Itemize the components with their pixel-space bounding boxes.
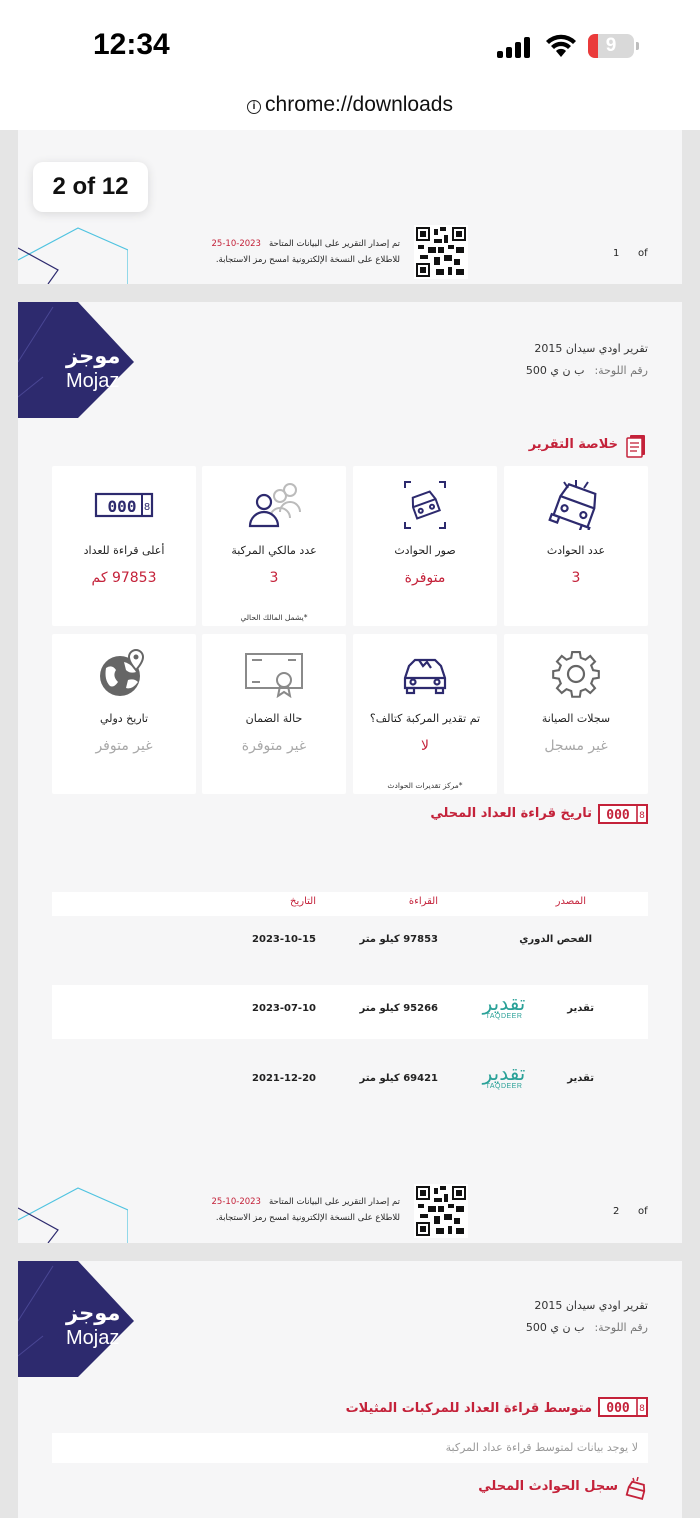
card-note: *يشمل المالك الحالي [240,613,308,622]
svg-text:000: 000 [606,808,630,823]
taqdeer-logo: تقدير TAQDEER [482,991,526,1020]
taqdeer-logo: تقدير TAQDEER [482,1061,526,1090]
svg-text:000: 000 [606,1401,630,1416]
table-row [52,1053,648,1107]
gear-icon [504,648,648,698]
card-accident-photos[interactable] [353,466,497,626]
card-label: أعلى قراءة للعداد [83,544,165,557]
card-value: غير متوفرة [241,738,307,754]
url-text: chrome://downloads [265,93,453,116]
col-reading: القراءة [408,896,438,907]
card-value: غير متوفر [95,738,153,754]
status-bar [0,0,700,88]
globe-pin-icon [52,648,196,698]
pdf-page-2 [18,302,682,1243]
crashed-car-icon [504,480,648,530]
card-value: 3 [571,570,581,586]
card-value: غير مسجل [544,738,608,754]
card-value: لا [421,738,429,754]
logo-english: Mojaz [66,1327,120,1349]
page-of-label: of [638,1206,648,1217]
row-reading: 95266 كيلو متر [359,1003,438,1014]
odometer-icon [52,480,196,530]
logo-arabic: موجز [66,344,121,368]
card-note: *مركز تقديرات الحوادث [387,781,463,790]
card-international-history[interactable] [52,634,196,794]
card-label: سجلات الصيانة [541,712,611,725]
page-number: 2 [613,1206,620,1217]
card-label: صور الحوادث [394,544,456,557]
svg-text:8: 8 [143,502,151,513]
col-source: المصدر [555,896,586,907]
report-title: تقرير اودي سيدان 2015 [534,1299,648,1312]
col-date: التاريخ [290,896,316,907]
page-number: 1 [613,248,620,259]
no-data-message: لا يوجد بيانات لمتوسط قراءة عداد المركبة [52,1433,648,1463]
row-source: الفحص الدوري [519,934,592,945]
card-label: تم تقدير المركبة كتالف؟ [369,712,481,725]
svg-text:8: 8 [639,811,645,821]
issue-note: تم إصدار التقرير على البيانات المتاحة2023-10-25 للاطلاع على النسخة الإلكترونية امسح رمز الاستجابة. [211,1197,400,1223]
table-row [52,985,648,1039]
row-source: تقدير [567,1003,594,1014]
card-total-loss[interactable] [353,634,497,794]
card-maintenance[interactable] [504,634,648,794]
odometer-average-icon [598,1397,648,1417]
row-date: 2021-12-20 [252,1073,316,1084]
qr-code-icon [414,1184,468,1238]
qr-code-icon [414,225,468,279]
clock: 12:34 [93,28,170,61]
logo-english: Mojaz [66,370,120,392]
accident-photo-icon [353,480,497,530]
svg-text:8: 8 [639,1404,645,1414]
damaged-car-icon [353,648,497,698]
plate-info: رقم اللوحة:ب ن ي 500 [525,364,648,377]
row-reading: 69421 كيلو متر [359,1073,438,1084]
svg-text:000: 000 [107,497,137,516]
table-row [52,916,648,970]
card-label: تاريخ دولي [99,712,149,725]
row-reading: 97853 كيلو متر [359,934,438,945]
card-accidents-count[interactable] [504,466,648,626]
odometer-history-title: تاريخ قراءة العداد المحلي [430,806,592,821]
info-icon[interactable]: i [247,100,261,114]
pdf-page-3 [18,1261,682,1518]
card-max-odometer[interactable] [52,466,196,626]
warranty-certificate-icon [202,648,346,698]
row-date: 2023-10-15 [252,934,316,945]
decorative-lines [18,220,128,284]
odometer-average-title: متوسط قراءة العداد للمركبات المثيلات [345,1401,592,1416]
card-owners-count[interactable] [202,466,346,626]
page-of-label: of [638,248,648,259]
wifi-icon [544,33,578,59]
accidents-record-title: سجل الحوادث المحلي [478,1479,618,1494]
logo-arabic: موجز [66,1301,121,1325]
report-summary-icon [626,434,648,458]
summary-title: خلاصة التقرير [528,437,618,452]
card-label: عدد مالكي المركبة [231,544,317,557]
card-value: 97853 كم [91,570,157,586]
address-bar[interactable] [0,88,700,130]
issue-note: تم إصدار التقرير على البيانات المتاحة2023-10-25 للاطلاع على النسخة الإلكترونية امسح رمز الاستجابة. [211,239,400,265]
card-label: حالة الضمان [245,712,303,725]
card-value: متوفرة [404,570,446,586]
card-warranty[interactable] [202,634,346,794]
report-title: تقرير اودي سيدان 2015 [534,342,648,355]
row-source: تقدير [567,1073,594,1084]
plate-info: رقم اللوحة:ب ن ي 500 [525,1321,648,1334]
battery-level: 9 [605,35,617,56]
decorative-lines [18,1180,128,1243]
row-date: 2023-07-10 [252,1003,316,1014]
page-indicator: 2 of 12 [33,162,148,212]
card-label: عدد الحوادث [546,544,606,557]
table-header [52,892,648,916]
owners-icon [202,480,346,530]
odometer-history-icon [598,804,648,824]
card-value: 3 [269,570,279,586]
accident-record-icon [624,1477,648,1501]
battery-icon [588,34,634,58]
cellular-signal-icon [497,36,533,58]
